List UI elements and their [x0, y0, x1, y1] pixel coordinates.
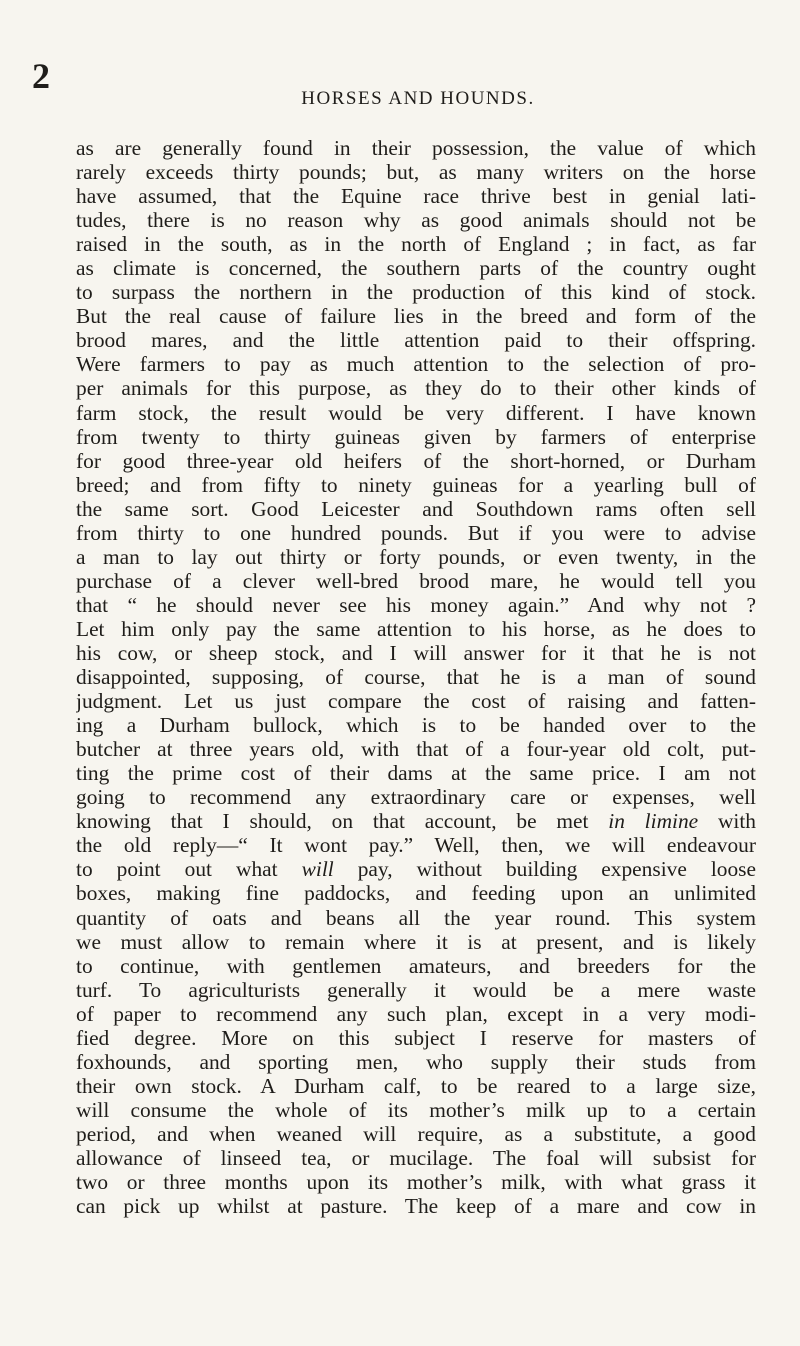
- text-line: for good three-year old heifers of the short-horned, or Durham: [76, 448, 756, 473]
- text-line: allowance of linseed tea, or mucilage. The foal will subsist for: [76, 1145, 756, 1170]
- text-line: fied degree. More on this subject I reserve for masters of: [76, 1025, 756, 1050]
- line-text: will endeavour: [590, 833, 756, 858]
- text-line: we must allow to remain where it is at present, and is likely: [76, 929, 756, 954]
- line-text: pay, without building expensive loose: [333, 857, 756, 882]
- text-line: to surpass the northern in the production of this kind of stock.: [76, 280, 756, 305]
- text-line: [76, 833, 756, 857]
- text-line: brood mares, and the little attention paid to their offspring.: [76, 328, 756, 353]
- text-line: Were farmers to pay as much attention to the selection of pro-: [76, 352, 756, 377]
- text-line: two or three months upon its mother’s milk, with what grass it: [76, 1170, 756, 1195]
- line-text: to point out what: [76, 857, 278, 882]
- text-line: a man to lay out thirty or forty pounds, or even twenty, in the: [76, 544, 756, 569]
- text-line: boxes, making fine paddocks, and feeding upon an unlimited: [76, 881, 756, 906]
- text-line: purchase of a clever well-bred brood mare, he would tell you: [76, 568, 756, 593]
- line-text: knowing that I should, on that account, be met: [76, 809, 589, 834]
- text-line: farm stock, the result would be very different. I have known: [76, 400, 756, 425]
- text-line: per animals for this purpose, as they do to their other kinds of: [76, 376, 756, 401]
- body-text: [76, 136, 756, 1218]
- text-line: raised in the south, as in the north of England ; in fact, as far: [76, 232, 756, 257]
- text-line: will consume the whole of its mother’s milk up to a certain: [76, 1097, 756, 1122]
- text-line: from twenty to thirty guineas given by farmers of enterprise: [76, 424, 756, 449]
- text-line: ting the prime cost of their dams at the same price. I am not: [76, 761, 756, 786]
- text-line: judgment. Let us just compare the cost of raising and fatten-: [76, 689, 756, 714]
- text-line-with-italic: [76, 809, 756, 833]
- line-text: the old reply—“ It wont pay.” Well, then, we: [76, 833, 591, 858]
- text-line-with-italic: [76, 857, 756, 881]
- text-line: his cow, or sheep stock, and I will answer for it that he is not: [76, 640, 756, 665]
- text-line: But the real cause of failure lies in the breed and form of the: [76, 304, 756, 329]
- italic-word: will: [301, 857, 334, 882]
- text-line: going to recommend any extraordinary care or expenses, well: [76, 785, 756, 810]
- text-line: as are generally found in their possession, the value of which: [76, 136, 756, 160]
- text-line: Let him only pay the same attention to his horse, as he does to: [76, 616, 756, 641]
- line-text: with: [698, 809, 756, 834]
- text-line: that “ he should never see his money again.” And why not ?: [76, 592, 756, 617]
- text-line: of paper to recommend any such plan, except in a very modi-: [76, 1001, 756, 1026]
- text-line: ing a Durham bullock, which is to be handed over to the: [76, 713, 756, 738]
- text-line: have assumed, that the Equine race thrive best in genial lati-: [76, 184, 756, 209]
- text-line: butcher at three years old, with that of a four-year old colt, put-: [76, 737, 756, 762]
- running-head: HORSES AND HOUNDS.: [301, 88, 535, 109]
- text-line: as climate is concerned, the southern parts of the country ought: [76, 256, 756, 281]
- text-line: the same sort. Good Leicester and Southdown rams often sell: [76, 496, 756, 521]
- text-line: can pick up whilst at pasture. The keep of a mare and cow in: [76, 1194, 756, 1219]
- text-line: disappointed, supposing, of course, that he is a man of sound: [76, 665, 756, 690]
- text-line: from thirty to one hundred pounds. But if you were to advise: [76, 520, 756, 545]
- text-line: rarely exceeds thirty pounds; but, as many writers on the horse: [76, 160, 756, 185]
- text-line: tudes, there is no reason why as good animals should not be: [76, 208, 756, 233]
- text-line: their own stock. A Durham calf, to be reared to a large size,: [76, 1073, 756, 1098]
- text-line: breed; and from fifty to ninety guineas for a yearling bull of: [76, 472, 756, 497]
- text-line: period, and when weaned will require, as a substitute, a good: [76, 1121, 756, 1146]
- page-number: 2: [32, 56, 50, 96]
- italic-phrase: in limine: [608, 809, 699, 834]
- text-line: to continue, with gentlemen amateurs, and breeders for the: [76, 953, 756, 978]
- text-line: foxhounds, and sporting men, who supply their studs from: [76, 1049, 756, 1074]
- text-line: quantity of oats and beans all the year round. This system: [76, 905, 756, 930]
- text-line: turf. To agriculturists generally it would be a mere waste: [76, 977, 756, 1002]
